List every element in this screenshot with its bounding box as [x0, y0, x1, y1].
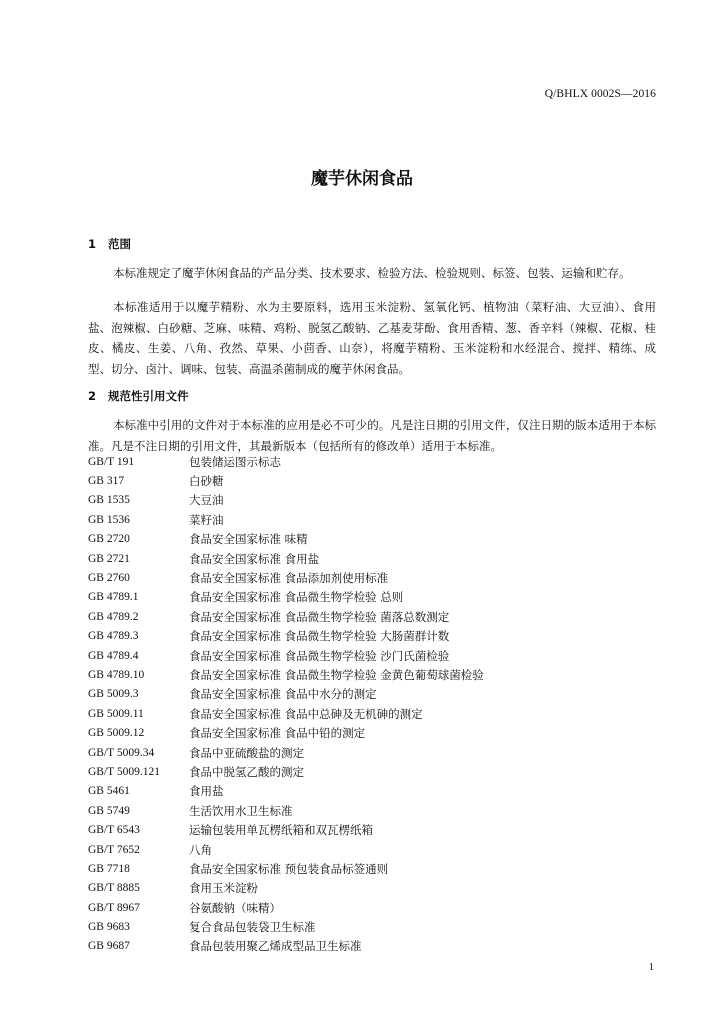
reference-row: [88, 627, 656, 646]
reference-row: [88, 549, 656, 568]
reference-code: GB 4789.3: [88, 630, 139, 643]
reference-code: GB/T 5009.34: [88, 746, 155, 759]
reference-code: GB 5009.3: [88, 688, 139, 701]
reference-row: [88, 491, 656, 510]
reference-code: GB 9687: [88, 940, 130, 953]
reference-row: [88, 820, 656, 839]
reference-title: 复合食品包装袋卫生标准: [189, 920, 316, 935]
reference-row: [88, 471, 656, 490]
reference-code: GB/T 5009.121: [88, 765, 160, 778]
reference-row: [88, 568, 656, 587]
reference-title: 食品安全国家标准 食用盐: [189, 551, 320, 566]
reference-title: 包装储运图示标志: [189, 454, 281, 469]
reference-title: 大豆油: [189, 493, 224, 508]
reference-row: [88, 743, 656, 762]
reference-row: [88, 452, 656, 471]
section-1-number: 1: [88, 237, 97, 251]
reference-code: GB 4789.2: [88, 610, 139, 623]
reference-code: GB 2720: [88, 533, 130, 546]
reference-code: GB 1536: [88, 513, 130, 526]
section-1-heading: [88, 236, 131, 252]
reference-code: GB 4789.4: [88, 649, 139, 662]
reference-title: 食品安全国家标准 食品中总砷及无机砷的测定: [189, 706, 423, 721]
reference-code: GB 5461: [88, 785, 130, 798]
reference-code: GB/T 191: [88, 455, 135, 468]
reference-row: [88, 723, 656, 742]
reference-row: [88, 530, 656, 549]
reference-row: [88, 898, 656, 917]
reference-code: GB 5009.11: [88, 707, 144, 720]
standard-number: Q/BHLX 0002S—2016: [544, 88, 656, 100]
reference-title: 生活饮用水卫生标准: [189, 803, 293, 818]
section-2-number: 2: [88, 389, 97, 403]
reference-row: [88, 937, 656, 956]
reference-title: 食品安全国家标准 食品中铅的测定: [189, 726, 366, 741]
section-1-title: 范围: [108, 237, 131, 251]
reference-row: [88, 762, 656, 781]
reference-row: [88, 801, 656, 820]
reference-code: GB 2721: [88, 552, 130, 565]
reference-title: 食品安全国家标准 食品微生物学检验 总则: [189, 590, 404, 605]
reference-title: 食用盐: [189, 784, 224, 799]
reference-title: 食品安全国家标准 味精: [189, 532, 308, 547]
reference-code: GB 5749: [88, 804, 130, 817]
reference-code: GB 4789.10: [88, 668, 145, 681]
reference-row: [88, 607, 656, 626]
reference-title: 食品安全国家标准 预包装食品标签通则: [189, 861, 389, 876]
reference-row: [88, 782, 656, 801]
reference-list: [88, 452, 656, 956]
scope-paragraph-1: 本标准规定了魔芋休闲食品的产品分类、技术要求、检验方法、检验规则、标签、包装、运输和贮存。: [113, 266, 631, 280]
reference-code: GB 5009.12: [88, 727, 145, 740]
reference-title: 食品安全国家标准 食品微生物学检验 大肠菌群计数: [189, 629, 450, 644]
reference-code: GB 9683: [88, 921, 130, 934]
scope-paragraph-2: 本标准适用于以魔芋精粉、水为主要原料，选用玉米淀粉、氢氧化钙、植物油（菜籽油、大豆油）、食用盐、泡辣椒、白砂糖、芝麻、味精、鸡粉、脱氢乙酸钠、乙基麦芽酚、食用香精、葱、香辛料（辣椒、花椒、桂皮、橘皮、生姜、八角、孜然、草果、小茴香、山奈），将魔芋精粉、玉米淀粉和水经混合、搅拌、精练、成型、切分、卤汁、调味、包装、高温杀菌制成的魔芋休闲食品。: [88, 300, 656, 376]
reference-title: 菜籽油: [189, 512, 224, 527]
reference-code: GB 2760: [88, 572, 130, 585]
references-intro-paragraph: 本标准中引用的文件对于本标准的应用是必不可少的。凡是注日期的引用文件，仅注日期的版本适用于本标准。凡是不注日期的引用文件，其最新版本（包括所有的修改单）适用于本标准。: [88, 418, 656, 453]
reference-title: 食品安全国家标准 食品添加剂使用标准: [189, 571, 389, 586]
reference-code: GB/T 6543: [88, 824, 140, 837]
reference-title: 运输包装用单瓦楞纸箱和双瓦楞纸箱: [189, 823, 373, 838]
reference-code: GB/T 7652: [88, 843, 140, 856]
section-2-title: 规范性引用文件: [108, 389, 189, 403]
reference-row: [88, 646, 656, 665]
reference-title: 食用玉米淀粉: [189, 881, 258, 896]
reference-title: 谷氨酸钠（味精）: [189, 900, 281, 915]
reference-row: [88, 510, 656, 529]
reference-title: 食品安全国家标准 食品微生物学检验 金黄色葡萄球菌检验: [189, 667, 484, 682]
reference-title: 食品安全国家标准 食品微生物学检验 菌落总数测定: [189, 609, 450, 624]
reference-title: 白砂糖: [189, 474, 224, 489]
reference-row: [88, 859, 656, 878]
reference-row: [88, 704, 656, 723]
page-number: 1: [648, 961, 654, 973]
reference-code: GB 1535: [88, 494, 130, 507]
reference-code: GB 317: [88, 475, 125, 488]
reference-title: 八角: [189, 842, 212, 857]
reference-code: GB/T 8885: [88, 882, 140, 895]
reference-title: 食品中脱氢乙酸的测定: [189, 764, 304, 779]
reference-code: GB 7718: [88, 862, 130, 875]
reference-title: 食品安全国家标准 食品微生物学检验 沙门氏菌检验: [189, 648, 450, 663]
reference-title: 食品安全国家标准 食品中水分的测定: [189, 687, 377, 702]
reference-row: [88, 917, 656, 936]
reference-row: [88, 879, 656, 898]
document-title: 魔芋休闲食品: [311, 169, 413, 189]
reference-row: [88, 840, 656, 859]
reference-title: 食品中亚硫酸盐的测定: [189, 745, 304, 760]
reference-code: GB 4789.1: [88, 591, 139, 604]
reference-row: [88, 588, 656, 607]
reference-code: GB/T 8967: [88, 901, 140, 914]
reference-title: 食品包装用聚乙烯成型品卫生标准: [189, 939, 362, 954]
section-2-heading: [88, 388, 189, 404]
reference-row: [88, 685, 656, 704]
reference-row: [88, 665, 656, 684]
